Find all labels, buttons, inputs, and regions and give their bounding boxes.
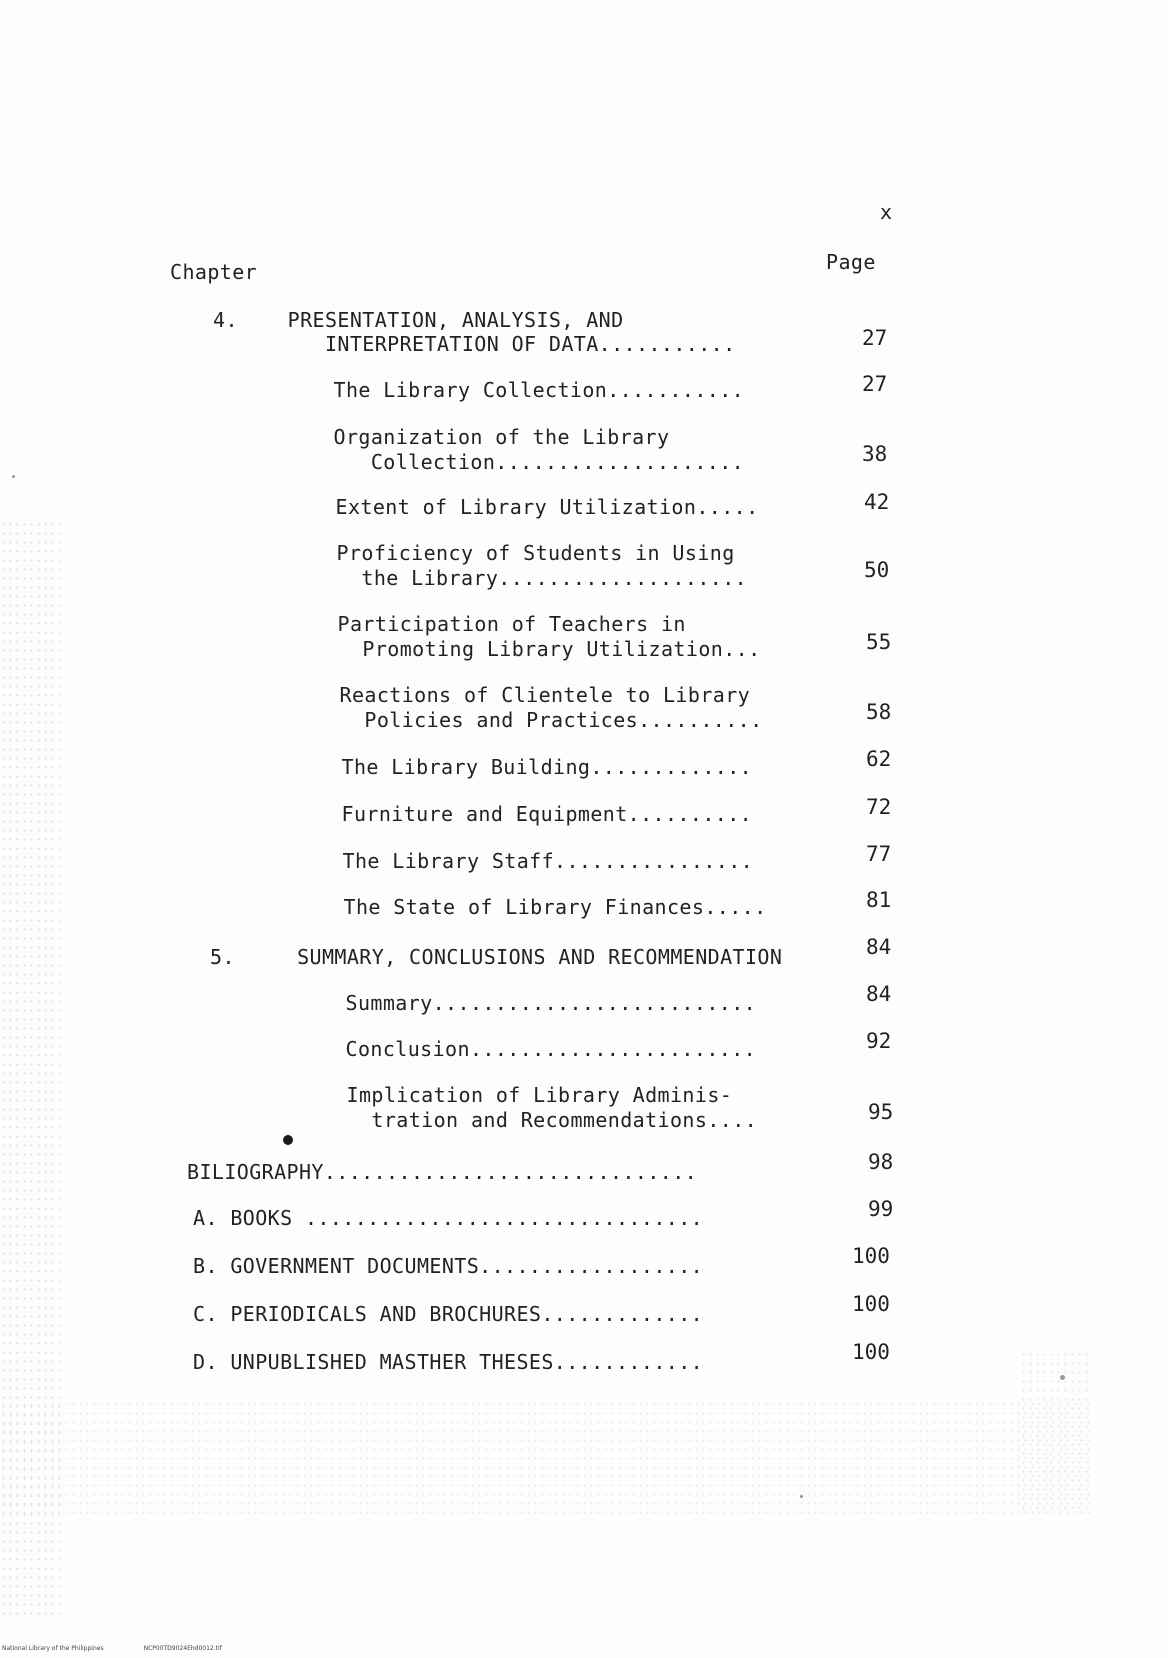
toc-entry-page: 42: [864, 490, 890, 514]
toc-entry-title-cont: Promoting Library Utilization...: [238, 637, 761, 661]
toc-entry-title: Extent of Library Utilization.....: [236, 495, 759, 519]
ink-dot: [283, 1135, 293, 1145]
toc-entry-page: 50: [864, 558, 890, 582]
chapter-column-header: Chapter: [170, 260, 258, 284]
toc-entry-title: Reactions of Clientele to Library: [240, 683, 751, 707]
toc-entry-title-cont: the Library....................: [237, 566, 748, 590]
footer-library: National Library of the Philippines: [2, 1645, 104, 1652]
toc-entry-title: A. BOOKS ................................: [193, 1206, 704, 1230]
toc-entry-page: 27: [862, 326, 888, 350]
scan-speck: [1060, 1375, 1065, 1380]
toc-entry-page: 100: [852, 1292, 890, 1316]
toc-entry-title-cont: tration and Recommendations....: [247, 1108, 758, 1132]
toc-entry-page: 38: [862, 442, 888, 466]
toc-entry-title-cont: INTERPRETATION OF DATA...........: [213, 332, 736, 356]
footer-file: NCP00TD9024Ehd0012.tif: [143, 1645, 222, 1652]
toc-entry-page: 98: [868, 1150, 894, 1174]
toc-entry-page: 55: [866, 630, 892, 654]
toc-entry-title: 5. SUMMARY, CONCLUSIONS AND RECOMMENDATION: [210, 945, 783, 969]
toc-entry-title: The Library Collection...........: [234, 378, 745, 402]
scan-speck: [12, 475, 15, 478]
toc-entry-title: B. GOVERNMENT DOCUMENTS..................: [193, 1254, 704, 1278]
toc-entry-title: Implication of Library Adminis-: [247, 1083, 733, 1107]
toc-entry-page: 100: [852, 1244, 890, 1268]
toc-entry-title-cont: Policies and Practices..........: [240, 708, 763, 732]
toc-entry-page: 95: [868, 1100, 894, 1124]
toc-entry-title-cont: Collection....................: [234, 450, 745, 474]
toc-entry-page: 99: [868, 1197, 894, 1221]
toc-entry-page: 62: [866, 747, 892, 771]
toc-entry-page: 92: [866, 1029, 892, 1053]
toc-entry-title: Organization of the Library: [234, 425, 670, 449]
toc-entry-title: Participation of Teachers in: [238, 612, 686, 636]
page-number: x: [880, 200, 893, 224]
toc-entry-page: 27: [862, 372, 888, 396]
toc-entry-page: 58: [866, 700, 892, 724]
toc-entry-page: 84: [866, 935, 892, 959]
scan-speck: [800, 1495, 803, 1498]
toc-entry-title: Summary..........................: [246, 991, 757, 1015]
toc-entry-page: 100: [852, 1340, 890, 1364]
toc-entry-title: Proficiency of Students in Using: [237, 541, 735, 565]
toc-entry-title: D. UNPUBLISHED MASTHER THESES............: [193, 1350, 704, 1374]
toc-entry-page: 81: [866, 888, 892, 912]
toc-entry-title: BILIOGRAPHY..............................: [187, 1160, 698, 1184]
toc-entry-title: 4. PRESENTATION, ANALYSIS, AND: [213, 308, 624, 332]
toc-entry-page: 77: [866, 842, 892, 866]
toc-entry-title: C. PERIODICALS AND BROCHURES.............: [193, 1302, 704, 1326]
toc-entry-title: Furniture and Equipment..........: [242, 802, 753, 826]
toc-entry-title: The State of Library Finances.....: [244, 895, 767, 919]
toc-entry-title: The Library Building.............: [242, 755, 753, 779]
toc-entry-page: 84: [866, 982, 892, 1006]
scan-noise-right: [1020, 1350, 1090, 1510]
page-column-header: Page: [826, 250, 876, 274]
scan-noise-bottom: [0, 1400, 1090, 1520]
scan-footer: [2, 1645, 222, 1653]
toc-entry-title: Conclusion.......................: [246, 1037, 757, 1061]
toc-entry-title: The Library Staff................: [243, 849, 754, 873]
toc-entry-page: 72: [866, 795, 892, 819]
